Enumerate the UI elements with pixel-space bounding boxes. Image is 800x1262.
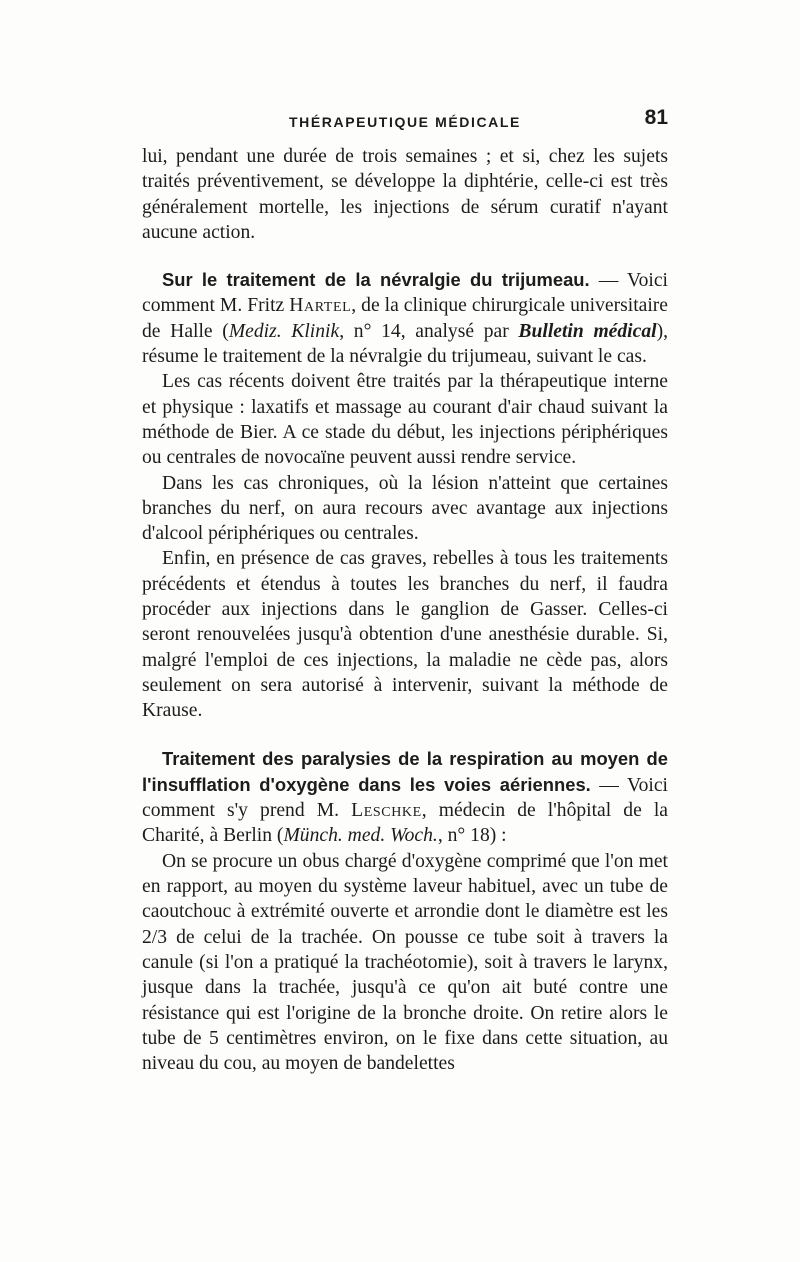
respiration-intro-text-b: , médecin de l'hôpital de la Charité, à Berlin (: [142, 800, 668, 847]
respiration-intro-text-a: — Voici comment s'y prend M.: [142, 774, 668, 822]
section-respiration-intro: [142, 746, 668, 849]
author-hartel: Hartel: [289, 295, 352, 317]
running-head: [142, 100, 668, 140]
neuralgia-intro-text-b: , de la clinique chirurgicale universitaire de Halle (: [142, 295, 669, 342]
section-neuralgia-intro: [142, 267, 668, 369]
page-number: 81: [644, 106, 668, 129]
paragraph-chronic-cases: Dans les cas chroniques, où la lésion n'atteint que certaines branches du nerf, on aura recours avec avantage aux injections d'alcool périphériques ou centrales.: [142, 472, 668, 545]
continued-paragraph: lui, pendant une durée de trois semaines ; et si, chez les sujets traités préventivement, se développe la diphtérie, celle-ci est très généralement mortelle, les injections de sérum curatif n'ayant aucune action.: [142, 146, 668, 243]
journal-bulletin-medical: Bulletin médical: [518, 320, 657, 342]
paragraph-severe-cases: Enfin, en présence de cas graves, rebelles à tous les traitements précédents et étendus à toutes les branches du nerf, il faudra procéder aux injections dans le ganglion de Gasser. Celles-ci seront renouvelées jusqu'à obtention d'une anesthésie durable. Si, malgré l'emploi de ces injections, la maladie ne cède pas, alors seulement on sera autorisé à intervenir, suivant la méthode de Krause.: [142, 548, 668, 722]
journal-mediz-klinik: Mediz. Klinik: [228, 320, 340, 342]
neuralgia-intro-text-c: , n° 14, analysé par: [339, 320, 519, 342]
section-heading-respiration: Traitement des paralysies de la respiration au moyen de l'insufflation d'oxygène dans les voies aériennes.: [142, 747, 668, 795]
paragraph-oxygen-procedure: On se procure un obus chargé d'oxygène comprimé que l'on met en rapport, au moyen du système laveur habituel, avec un tube de caoutchouc à extrémité ouverte et arrondie dont le diamètre est les 2/3 de celui de la trachée. On pousse ce tube soit à travers la canule (si l'on a pratiqué la trachéotomie), soit à travers le larynx, jusque dans la trachée, jusqu'à ce qu'on ait buté contre une résistance qui est l'origine de la bronche droite. On retire alors le tube de 5 centimètres environ, on le fixe dans cette situation, au niveau du cou, au moyen de bandelettes: [142, 850, 668, 1075]
respiration-intro-text-c: , n° 18) :: [437, 825, 507, 847]
paragraph-recent-cases: Les cas récents doivent être traités par la thérapeutique interne et physique : laxatifs et massage au courant d'air chaud suivant la méthode de Bier. A ce stade du début, les injections périphériques ou centrales de novocaïne peuvent aussi rendre service.: [142, 371, 668, 469]
author-leschke: Leschke: [351, 800, 422, 822]
body-text: [142, 144, 668, 1076]
journal-munch-med-woch: Münch. med. Woch.: [283, 825, 438, 847]
neuralgia-intro-text-a: — Voici comment M. Fritz: [142, 270, 669, 317]
section-heading-neuralgia: Sur le traitement de la névralgie du trijumeau.: [162, 269, 590, 291]
running-title: THÉRAPEUTIQUE MÉDICALE: [289, 114, 521, 130]
neuralgia-intro-text-d: ), résume le traitement de la névralgie du trijumeau, suivant le cas.: [142, 320, 668, 368]
